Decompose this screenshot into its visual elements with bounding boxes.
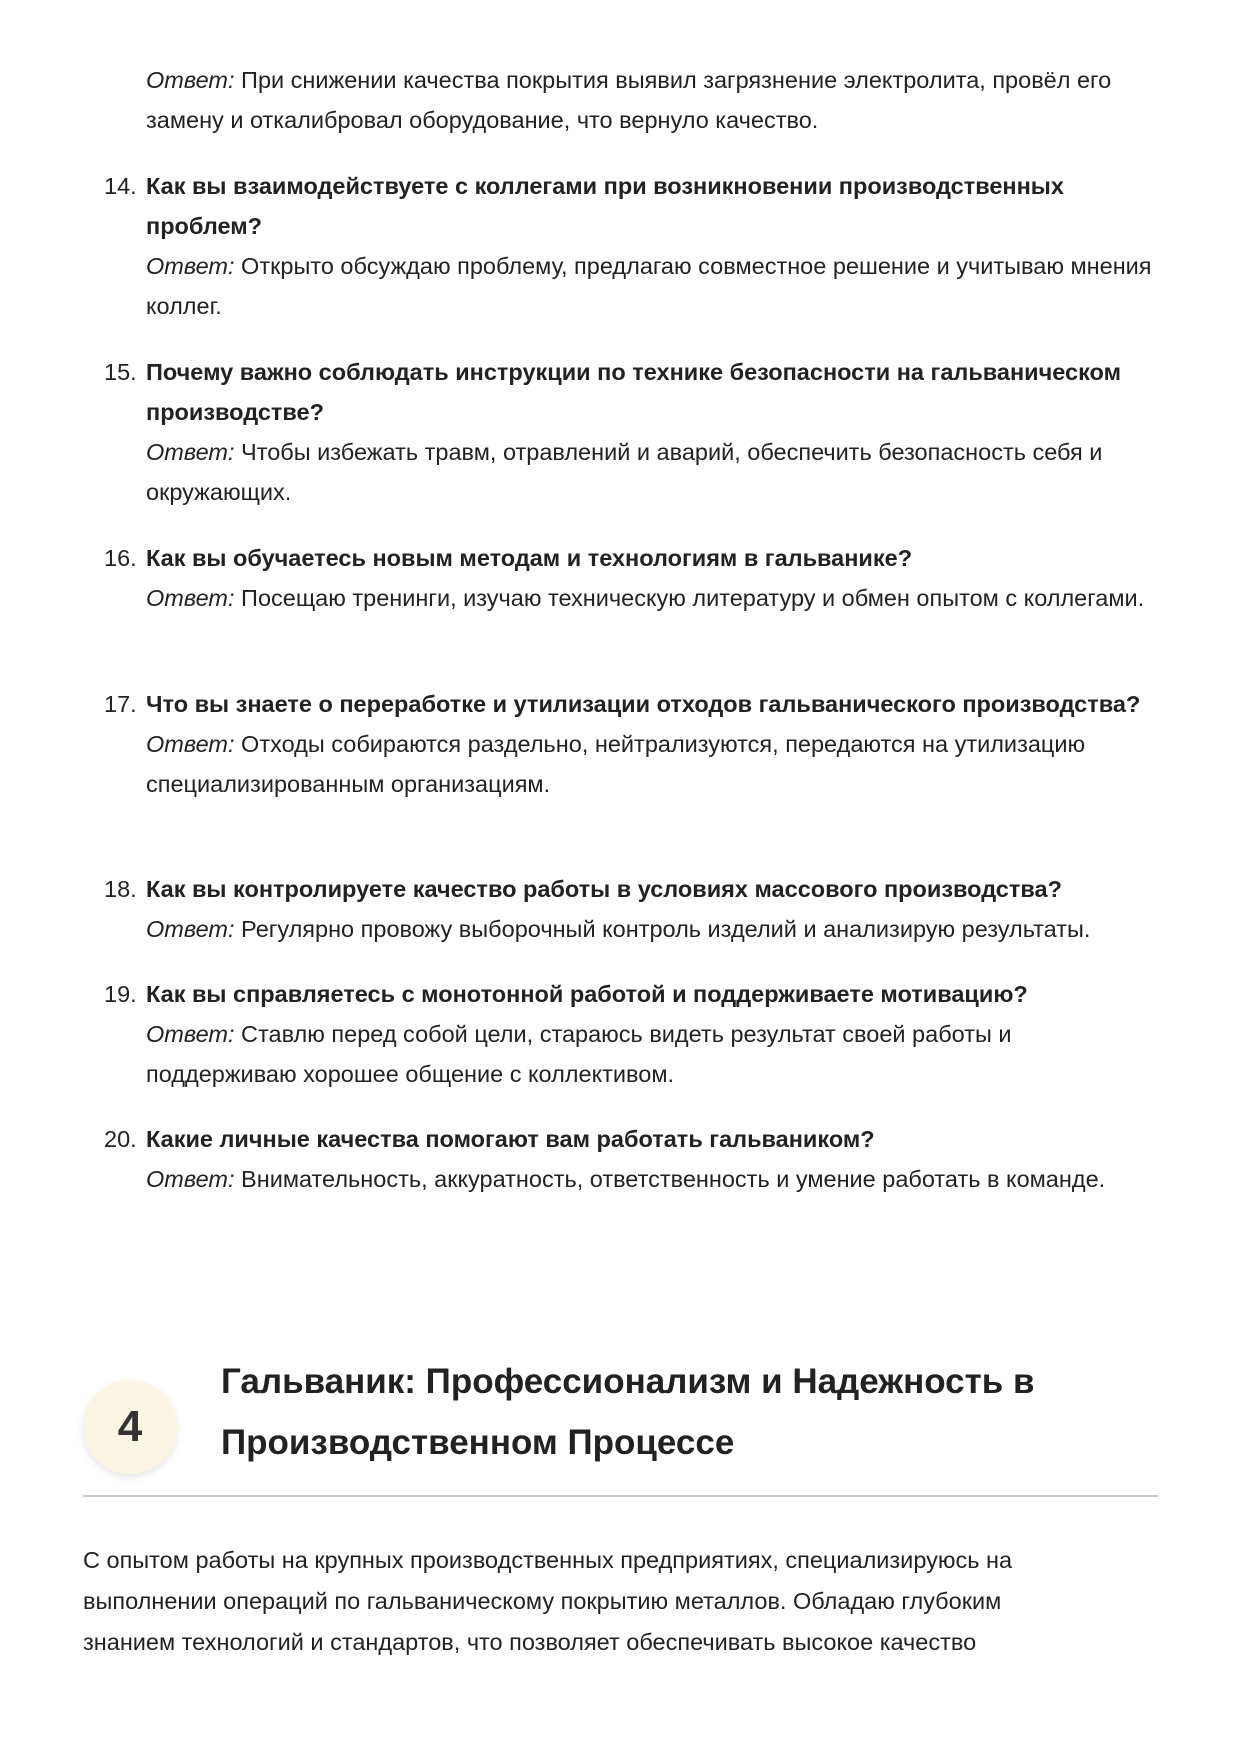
question-text: Как вы взаимодействуете с коллегами при возникновении производственных проблем? bbox=[146, 173, 1064, 239]
item-number: 19. bbox=[104, 981, 137, 1007]
answer bbox=[146, 724, 1156, 804]
section-title: Гальваник: Профессионализм и Надежность в Производственном Процессе bbox=[221, 1362, 1035, 1462]
item-number: 15. bbox=[104, 359, 137, 385]
answer-label: Ответ: bbox=[146, 585, 235, 611]
item-number: 20. bbox=[104, 1126, 137, 1152]
answer-label: Ответ: bbox=[146, 1021, 235, 1047]
item-number: 17. bbox=[104, 691, 137, 717]
question-text: Какие личные качества помогают вам работать гальваником? bbox=[146, 1126, 875, 1152]
section-number-badge: 4 bbox=[83, 1380, 177, 1474]
answer-label: Ответ: bbox=[146, 916, 235, 942]
section-paragraph: С опытом работы на крупных производственных предприятиях, специализируюсь на выполнении операций по гальваническому покрытию металлов. Обладаю глубоким знанием технологий и стандартов, что позволяет обеспечивать высокое качество bbox=[83, 1547, 1013, 1655]
answer-text: Внимательность, аккуратность, ответственность и умение работать в команде. bbox=[241, 1166, 1106, 1192]
answer-text: Ставлю перед собой цели, стараюсь видеть результат своей работы и поддерживаю хорошее общение с коллективом. bbox=[146, 1021, 1012, 1087]
answer-text: Посещаю тренинги, изучаю техническую литературу и обмен опытом с коллегами. bbox=[241, 585, 1145, 611]
question-text: Почему важно соблюдать инструкции по технике безопасности на гальваническом производстве? bbox=[146, 359, 1121, 425]
answer bbox=[146, 909, 1156, 949]
intro-answer bbox=[146, 60, 1156, 140]
answer bbox=[146, 246, 1156, 326]
answer-text: Отходы собираются раздельно, нейтрализуются, передаются на утилизацию специализированным организациям. bbox=[146, 731, 1086, 797]
answer bbox=[146, 1014, 1156, 1094]
answer-text: Регулярно провожу выборочный контроль изделий и анализирую результаты. bbox=[241, 916, 1091, 942]
question-text: Что вы знаете о переработке и утилизации отходов гальванического производства? bbox=[146, 691, 1141, 717]
question-text: Как вы контролируете качество работы в условиях массового производства? bbox=[146, 876, 1062, 902]
item-number: 14. bbox=[104, 173, 137, 199]
answer bbox=[146, 1159, 1156, 1199]
answer-label: Ответ: bbox=[146, 439, 235, 465]
answer-label: Ответ: bbox=[146, 67, 235, 93]
section-divider bbox=[83, 1495, 1158, 1497]
question-text: Как вы справляетесь с монотонной работой и поддерживаете мотивацию? bbox=[146, 981, 1028, 1007]
answer-label: Ответ: bbox=[146, 731, 235, 757]
item-number: 16. bbox=[104, 545, 137, 571]
answer bbox=[146, 432, 1156, 512]
answer-text: Открыто обсуждаю проблему, предлагаю совместное решение и учитываю мнения коллег. bbox=[146, 253, 1152, 319]
answer bbox=[146, 578, 1156, 618]
item-number: 18. bbox=[104, 876, 137, 902]
answer-label: Ответ: bbox=[146, 1166, 235, 1192]
answer-label: Ответ: bbox=[146, 253, 235, 279]
question-text: Как вы обучаетесь новым методам и технологиям в гальванике? bbox=[146, 545, 913, 571]
answer-text: Чтобы избежать травм, отравлений и аварий, обеспечить безопасность себя и окружающих. bbox=[146, 439, 1103, 505]
answer-text: При снижении качества покрытия выявил загрязнение электролита, провёл его замену и откалибровал оборудование, что вернуло качество. bbox=[146, 67, 1112, 133]
